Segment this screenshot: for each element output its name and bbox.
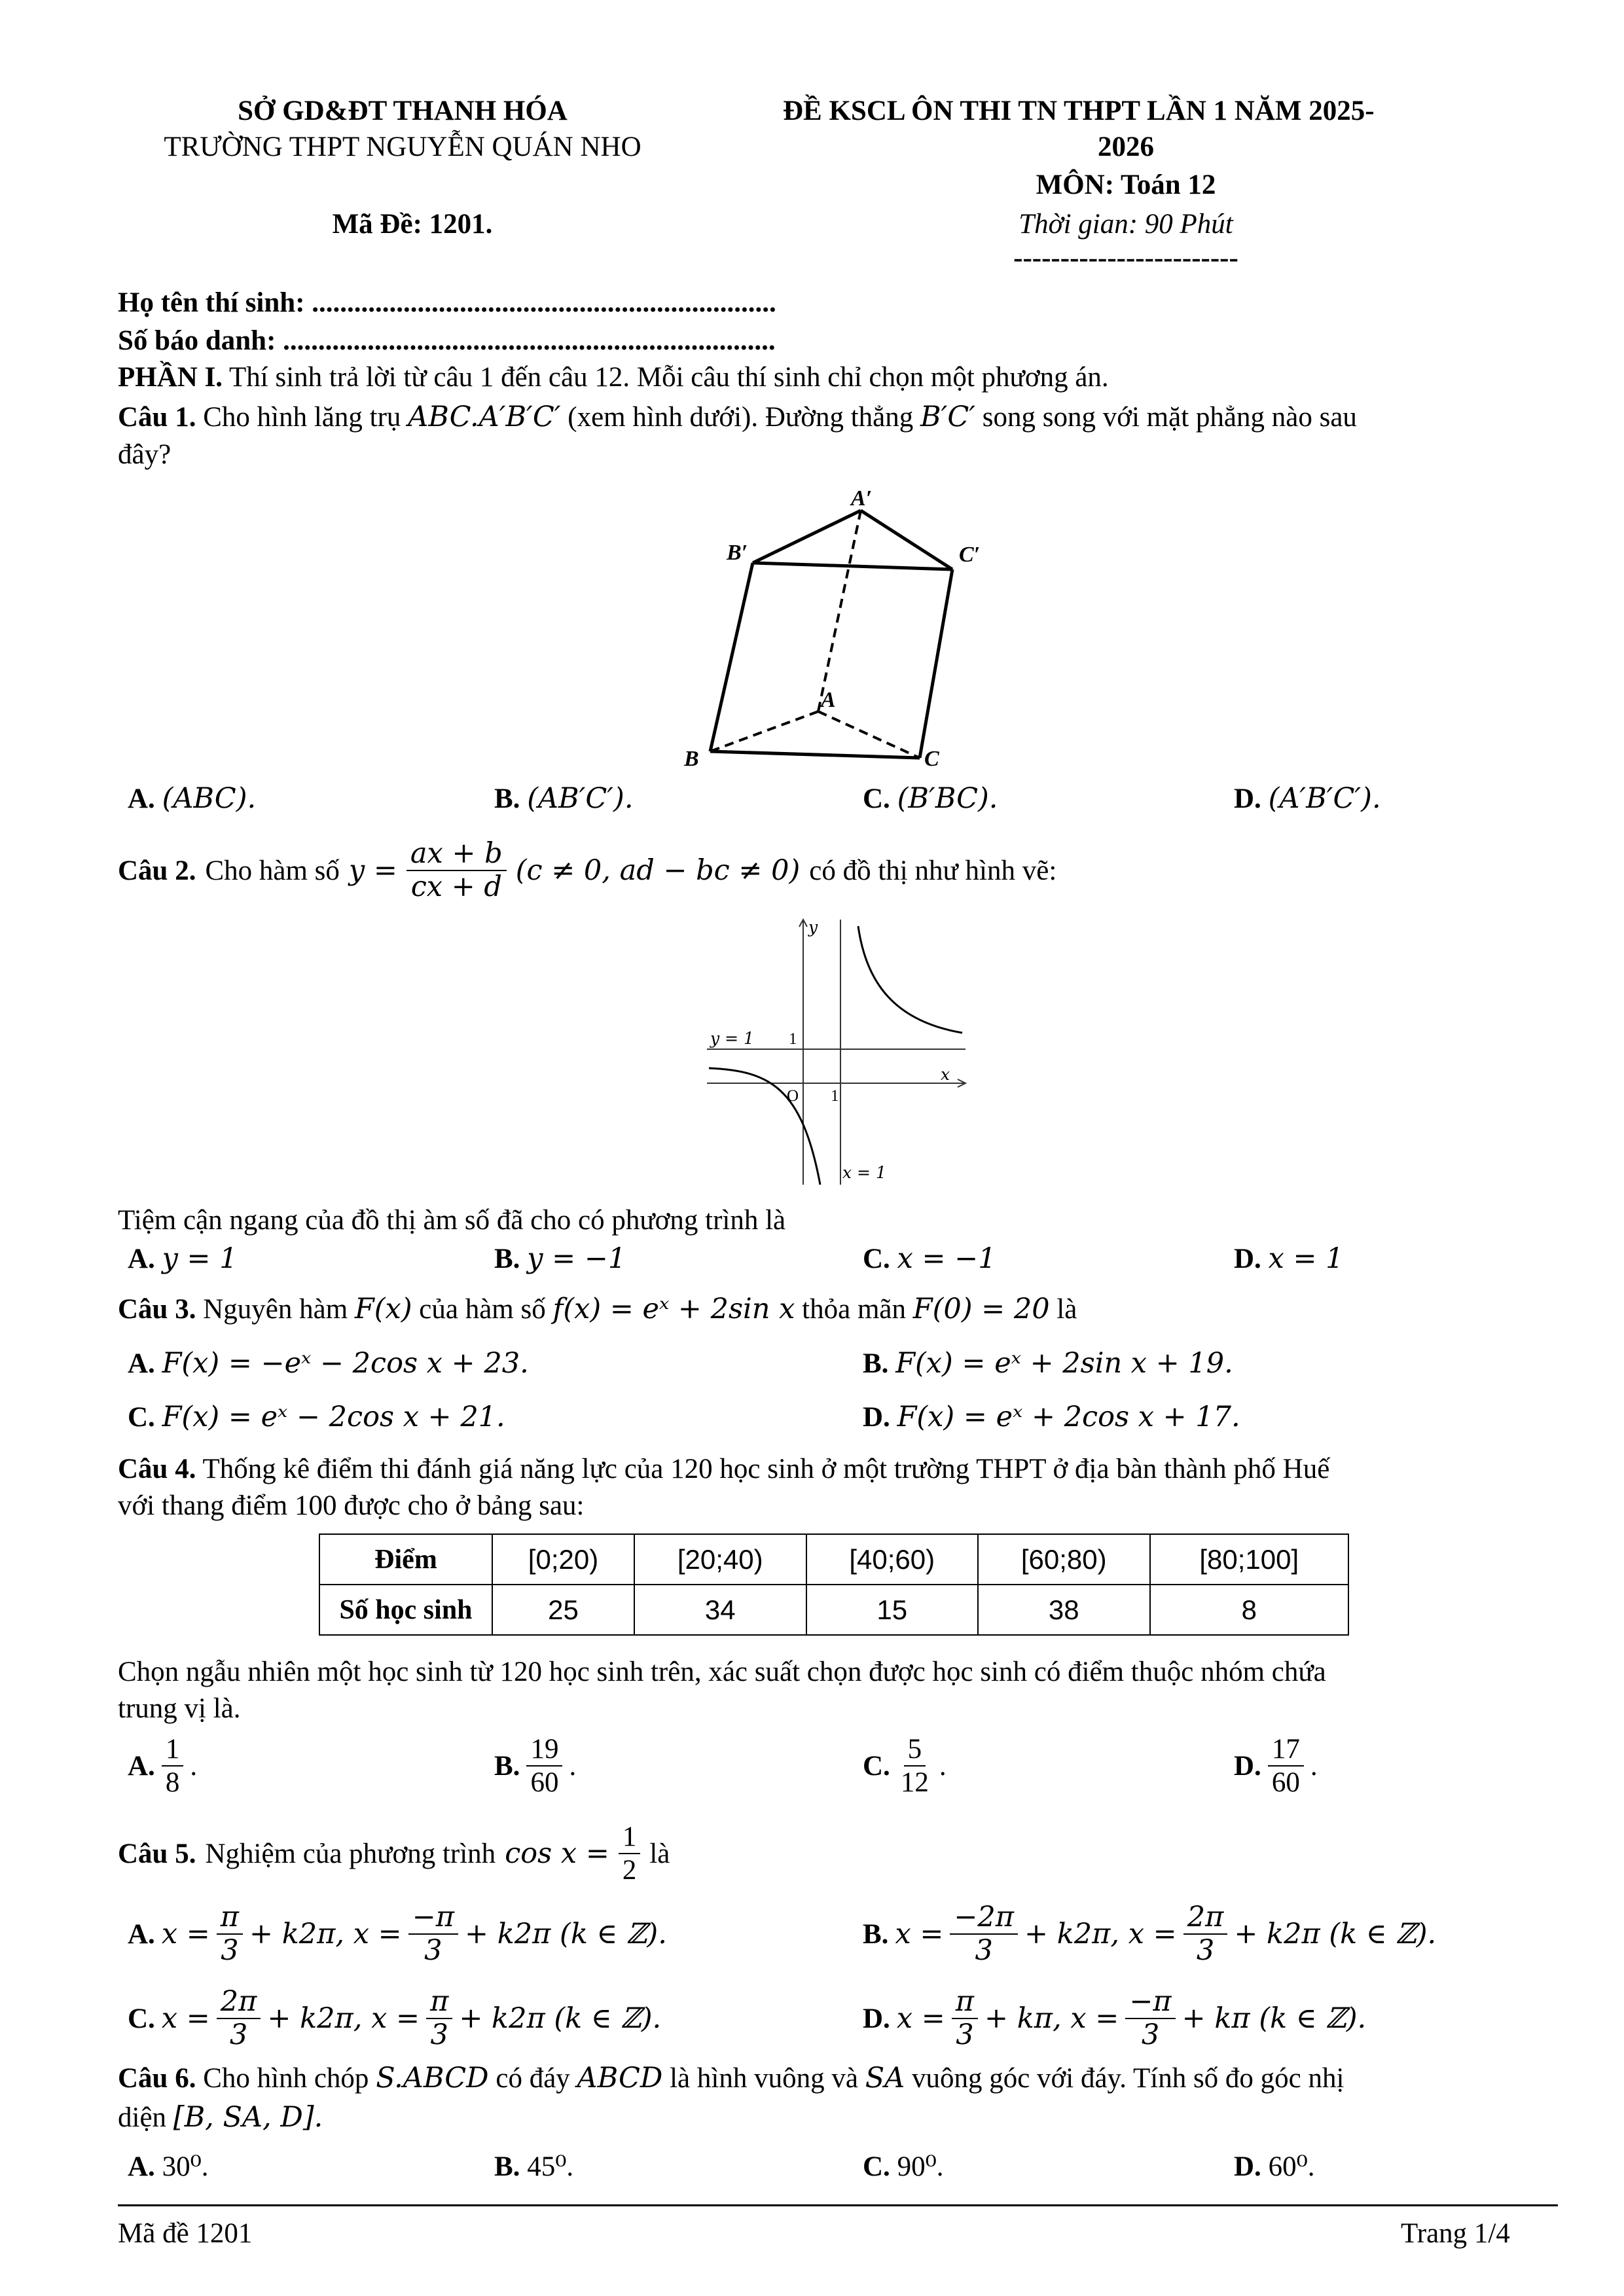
q1-prism: ABC.A′B′C′ — [408, 401, 561, 433]
option-fraction — [952, 1986, 978, 2052]
option-part: + k2π, x = — [249, 1918, 402, 1951]
option-letter: A. — [128, 1348, 155, 1379]
x-axis-label: x — [941, 1065, 950, 1084]
option-letter: A. — [128, 1918, 155, 1950]
label-B: B — [684, 747, 699, 771]
q6-sa: SA — [865, 2062, 905, 2094]
fraction-den: 3 — [1196, 1934, 1215, 1967]
table-cell: 8 — [1150, 1585, 1349, 1635]
option-letter: C. — [863, 2151, 890, 2182]
option-fraction — [950, 1901, 1018, 1967]
q1-stem — [118, 401, 1357, 433]
option-value: 60⁰. — [1268, 2151, 1315, 2182]
q2-fraction — [406, 838, 507, 904]
option-part: x = — [895, 1918, 944, 1951]
q6-label: Câu 6. — [118, 2063, 196, 2094]
part1-text: Thí sinh trả lời từ câu 1 đến câu 12. Mỗi câu thí sinh chỉ chọn một phương án. — [223, 362, 1109, 393]
part1-title: PHẦN I. — [118, 362, 223, 393]
fraction-den: 3 — [975, 1934, 993, 1967]
fraction-den: 8 — [165, 1767, 180, 1799]
option-value: 30⁰. — [162, 2151, 209, 2182]
option-value: 45⁰. — [527, 2151, 574, 2182]
q1-option-b[interactable] — [494, 782, 634, 815]
table-cell: [20;40) — [634, 1534, 806, 1585]
hyperbola-graph — [704, 916, 969, 1191]
q6-option-c[interactable] — [863, 2150, 944, 2183]
q3-option-b[interactable] — [863, 1347, 1233, 1380]
candidate-name-field: Họ tên thí sinh: .................................................................. — [118, 287, 776, 318]
option-letter: C. — [863, 783, 890, 814]
option-value: x = −1 — [897, 1242, 996, 1275]
q1-line: B′C′ — [920, 401, 976, 433]
fraction-den: 2 — [622, 1855, 637, 1886]
q5-option-b[interactable] — [863, 1901, 1436, 1967]
exam-code: Mã Đề: 1201. — [332, 209, 493, 240]
fraction-den: 3 — [221, 1934, 239, 1967]
exam-time: Thời gian: 90 Phút — [1019, 209, 1233, 240]
asymptote-h-label: y = 1 — [710, 1029, 754, 1048]
option-fraction — [526, 1733, 562, 1799]
q5-option-c[interactable] — [128, 1986, 661, 2052]
q3-text: thỏa mãn — [802, 1294, 906, 1325]
option-value: F(x) = eˣ − 2cos x + 21. — [162, 1401, 505, 1433]
fraction-num: 2π — [217, 1986, 261, 2019]
q5-stem — [118, 1821, 670, 1887]
q5-label: Câu 5. — [118, 1838, 196, 1869]
q6-option-a[interactable] — [128, 2150, 209, 2183]
q5-text: Nghiệm của phương trình — [205, 1838, 496, 1869]
q4-option-d[interactable]: D. $\frac{17}{60}$ . — [1234, 1734, 1318, 1799]
q5-option-a[interactable] — [128, 1901, 667, 1967]
q4-question-line1: Chọn ngẫu nhiên một học sinh từ 120 học sinh trên, xác suất chọn được học sinh có điểm thuộc nhóm chứa — [118, 1657, 1326, 1687]
exam-title-line2: 2026 — [1098, 132, 1154, 162]
q2-option-c[interactable] — [863, 1242, 996, 1275]
option-value: (AB′C′). — [527, 782, 634, 815]
fraction-num: −π — [408, 1901, 458, 1935]
table-header-cell: Số học sinh — [319, 1585, 492, 1635]
fraction-den: 60 — [530, 1767, 559, 1799]
option-part: + k2π (k ∈ ℤ). — [459, 2002, 662, 2036]
option-letter: D. — [1234, 2151, 1261, 2182]
fraction-num: 5 — [904, 1733, 926, 1767]
q3-F: F(x) — [354, 1293, 412, 1325]
option-fraction — [1268, 1733, 1304, 1799]
option-fraction — [162, 1733, 184, 1799]
q6-base: ABCD — [577, 2062, 663, 2094]
table-cell: 38 — [978, 1585, 1150, 1635]
option-value: F(x) = −eˣ − 2cos x + 23. — [162, 1347, 529, 1380]
table-row — [319, 1585, 1348, 1635]
option-part: x = — [896, 2002, 945, 2036]
q4-option-c[interactable]: C. $\frac{5}{12}$ . — [863, 1734, 947, 1799]
option-letter: D. — [863, 2003, 890, 2034]
option-fraction — [1183, 1901, 1228, 1967]
option-letter: C. — [863, 1750, 890, 1782]
option-value: F(x) = eˣ + 2cos x + 17. — [897, 1401, 1240, 1433]
q2-num: ax + b — [406, 838, 507, 871]
school-name: TRƯỜNG THPT NGUYỄN QUÁN NHO — [164, 132, 641, 162]
q4-stem — [118, 1453, 1329, 1485]
option-fraction — [897, 1733, 933, 1799]
candidate-id-field: Số báo danh: ...................................................................... — [118, 325, 776, 356]
score-table — [319, 1534, 1349, 1636]
q1-text: (xem hình dưới). Đường thẳng — [568, 402, 914, 433]
fraction-den: 60 — [1271, 1767, 1300, 1799]
fraction-num: −π — [1125, 1986, 1175, 2019]
q1-text: Cho hình lăng trụ — [203, 402, 401, 433]
option-letter: A. — [128, 2151, 155, 2182]
header-dashes: ------------------------ — [1013, 243, 1238, 274]
q3-option-a[interactable] — [128, 1347, 529, 1380]
edge-A1C1 — [861, 511, 952, 569]
table-cell: 25 — [492, 1585, 634, 1635]
q6-stem-cont — [118, 2101, 323, 2134]
edge-AB — [710, 711, 818, 751]
part1-instruction — [118, 361, 1109, 393]
q1-option-a[interactable] — [128, 782, 256, 815]
q6-text: là hình vuông và — [670, 2063, 858, 2094]
q1-label: Câu 1. — [118, 402, 196, 433]
option-letter: B. — [863, 1348, 889, 1379]
option-part: + kπ, x = — [984, 2002, 1119, 2036]
fraction-num: 19 — [526, 1733, 562, 1767]
q4-option-b[interactable]: B. $\frac{19}{60}$ . — [494, 1734, 577, 1799]
q4-stem-cont: với thang điểm 100 được cho ở bảng sau: — [118, 1490, 585, 1521]
label-C: C — [924, 747, 939, 771]
q6-text: có đáy — [496, 2063, 570, 2094]
option-letter: D. — [1234, 1750, 1261, 1782]
edge-BC — [710, 751, 920, 758]
q1-option-c[interactable] — [863, 782, 998, 815]
table-row — [319, 1534, 1348, 1585]
fraction-den: 3 — [229, 2018, 248, 2052]
option-fraction — [426, 1986, 452, 2052]
asymptote-v-label: x = 1 — [842, 1163, 886, 1182]
q3-option-d[interactable] — [863, 1401, 1240, 1433]
q2-option-d[interactable] — [1234, 1242, 1344, 1275]
footer-divider — [118, 2204, 1558, 2206]
q3-cond: F(0) = 20 — [912, 1293, 1050, 1325]
table-header-cell: Điểm — [319, 1534, 492, 1585]
q3-label: Câu 3. — [118, 1294, 196, 1325]
option-value: (A′B′C′). — [1268, 782, 1381, 815]
option-part: + kπ (k ∈ ℤ). — [1182, 2002, 1367, 2036]
q6-pyramid: S.ABCD — [376, 2062, 489, 2094]
q4-text: Thống kê điểm thi đánh giá năng lực của 120 học sinh ở một trường THPT ở địa bàn thành phố Huế — [202, 1454, 1330, 1484]
table-cell: [40;60) — [806, 1534, 979, 1585]
q5-option-d[interactable] — [863, 1986, 1366, 2052]
fraction-num: 1 — [162, 1733, 184, 1767]
q3-option-c[interactable] — [128, 1401, 505, 1433]
option-letter: A. — [128, 1750, 155, 1782]
q1-text: song song với mặt phẳng nào sau — [982, 402, 1357, 433]
tick-label-x1: 1 — [831, 1087, 839, 1105]
option-part: + k2π (k ∈ ℤ). — [1234, 1918, 1437, 1951]
q3-text: là — [1056, 1294, 1077, 1325]
subject: MÔN: Toán 12 — [1036, 170, 1216, 200]
table-cell: 34 — [634, 1585, 806, 1635]
option-part: + k2π, x = — [1024, 1918, 1177, 1951]
origin-label: O — [787, 1087, 799, 1105]
q2-text: Cho hàm số — [205, 855, 340, 886]
q4-question-line2: trung vị là. — [118, 1693, 241, 1724]
label-A: A — [821, 688, 836, 712]
fraction-num: 1 — [619, 1821, 641, 1854]
tick-label-y1: 1 — [789, 1030, 797, 1048]
option-value: (ABC). — [162, 782, 257, 815]
edge-C1C — [920, 569, 952, 758]
q3-f: f(x) = eˣ + 2sin x — [552, 1293, 795, 1325]
exam-title-line1: ĐỀ KSCL ÔN THI TN THPT LẦN 1 NĂM 2025- — [783, 96, 1375, 126]
edge-A1A — [818, 511, 861, 711]
option-letter: D. — [1234, 783, 1261, 814]
q4-option-a[interactable]: A. $\frac{1}{8}$ . — [128, 1734, 198, 1799]
label-A1: A′ — [851, 486, 873, 511]
q2-den: cx + d — [410, 870, 502, 904]
option-value: 90⁰. — [897, 2151, 944, 2182]
fraction-num: π — [217, 1901, 243, 1935]
option-letter: B. — [863, 1918, 889, 1950]
fraction-den: 3 — [1141, 2018, 1160, 2052]
option-fraction — [408, 1901, 458, 1967]
branch-right — [858, 926, 962, 1033]
q2-stem — [118, 838, 1056, 904]
option-letter: B. — [494, 2151, 520, 2182]
label-B1: B′ — [727, 541, 748, 565]
footer-page: Trang 1/4 — [1401, 2218, 1510, 2249]
q1-stem-cont: đây? — [118, 439, 171, 470]
option-letter: C. — [128, 2003, 155, 2034]
edge-B1C1 — [753, 563, 952, 569]
option-letter: C. — [863, 1244, 890, 1274]
fraction-num: −2π — [950, 1901, 1018, 1935]
q2-text: có đồ thị như hình vẽ: — [809, 855, 1057, 886]
q1-option-d[interactable] — [1234, 782, 1381, 815]
option-part: + k2π (k ∈ ℤ). — [465, 1918, 667, 1951]
q6-text: diện — [118, 2102, 167, 2133]
edge-B1B — [710, 563, 753, 751]
option-value: y = −1 — [527, 1242, 626, 1275]
option-letter: B. — [494, 783, 520, 814]
option-value: y = 1 — [162, 1242, 238, 1275]
option-value: F(x) = eˣ + 2sin x + 19. — [895, 1347, 1233, 1380]
option-letter: A. — [128, 1244, 155, 1274]
q2-question: Tiệm cận ngang của đồ thị àm số đã cho có phương trình là — [118, 1205, 786, 1236]
fraction-den: 3 — [956, 2018, 974, 2052]
option-part: + k2π, x = — [267, 2002, 420, 2036]
option-part: x = — [161, 2002, 210, 2036]
option-fraction — [1125, 1986, 1175, 2052]
q5-text: là — [649, 1838, 670, 1869]
q4-label: Câu 4. — [118, 1454, 196, 1484]
q6-option-b[interactable] — [494, 2150, 573, 2183]
table-cell: [80;100] — [1150, 1534, 1349, 1585]
option-value: x = 1 — [1268, 1242, 1344, 1275]
option-part: x = — [161, 1918, 210, 1951]
option-letter: C. — [128, 1402, 155, 1433]
fraction-den: 3 — [430, 2018, 448, 2052]
q3-text: của hàm số — [419, 1294, 546, 1325]
q5-fraction — [619, 1821, 641, 1887]
fraction-den: 3 — [424, 1934, 442, 1967]
q5-eq: cos x = — [505, 1837, 609, 1871]
q2-option-b[interactable] — [494, 1242, 626, 1275]
q6-text: vuông góc với đáy. Tính số đo góc nhị — [911, 2063, 1344, 2094]
fraction-num: π — [426, 1986, 452, 2019]
q6-option-d[interactable] — [1234, 2150, 1315, 2183]
option-letter: A. — [128, 783, 155, 814]
q2-label: Câu 2. — [118, 855, 196, 886]
table-cell: 15 — [806, 1585, 979, 1635]
fraction-num: 2π — [1183, 1901, 1228, 1935]
q2-option-a[interactable] — [128, 1242, 238, 1275]
option-value: (B′BC). — [897, 782, 998, 815]
edge-AC — [818, 711, 920, 758]
footer-code: Mã đề 1201 — [118, 2218, 253, 2249]
edge-B1A1 — [753, 511, 861, 563]
q6-stem — [118, 2062, 1344, 2094]
option-fraction — [217, 1901, 243, 1967]
q6-angle: [B, SA, D]. — [173, 2101, 323, 2134]
option-letter: B. — [494, 1244, 520, 1274]
fraction-den: 12 — [900, 1767, 929, 1799]
q3-text: Nguyên hàm — [203, 1294, 348, 1325]
option-letter: D. — [863, 1402, 890, 1433]
fraction-num: π — [952, 1986, 978, 2019]
q3-stem — [118, 1293, 1077, 1325]
prism-figure — [661, 478, 1001, 792]
option-letter: B. — [494, 1750, 520, 1782]
y-axis-label: y — [808, 918, 818, 937]
q2-y: y = — [348, 854, 397, 888]
table-cell: [0;20) — [492, 1534, 634, 1585]
q2-condition: (c ≠ 0, ad − bc ≠ 0) — [515, 854, 801, 888]
fraction-num: 17 — [1268, 1733, 1304, 1767]
q6-text: Cho hình chóp — [203, 2063, 369, 2094]
department: SỞ GD&ĐT THANH HÓA — [238, 96, 568, 126]
table-cell: [60;80) — [978, 1534, 1150, 1585]
label-C1: C′ — [959, 543, 981, 567]
option-letter: D. — [1234, 1244, 1261, 1274]
option-fraction — [217, 1986, 261, 2052]
